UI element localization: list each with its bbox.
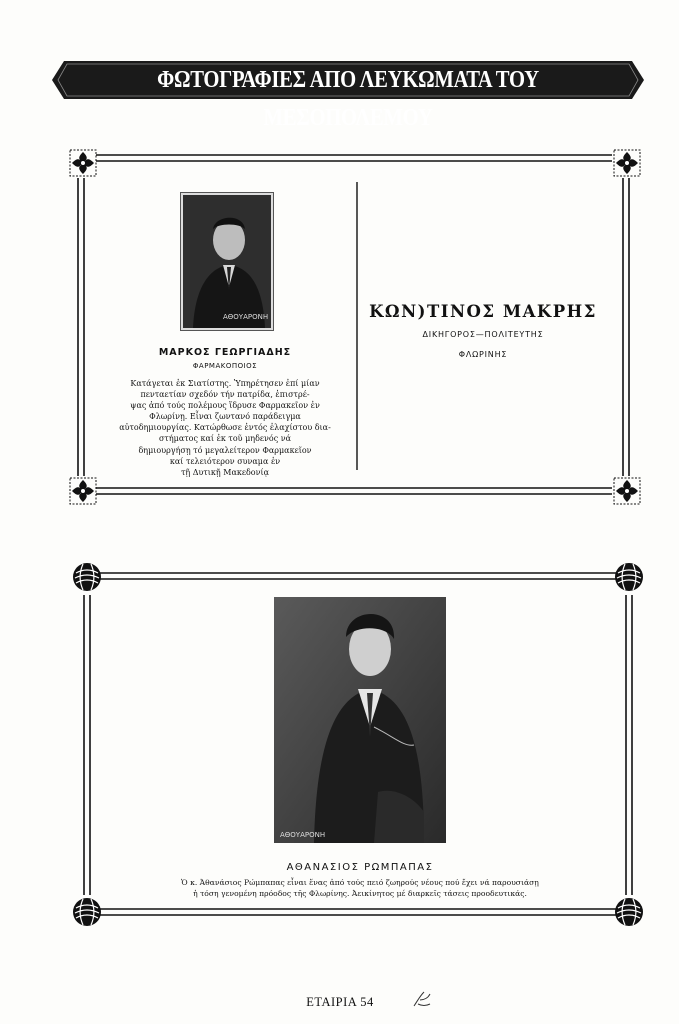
person-name-rompapas: ΑΘΑΝΑΣΙΟΣ ΡΩΜΠΑΠΑΣ <box>286 862 434 873</box>
ornament-ball-icon <box>71 561 103 593</box>
portrait-photo <box>274 597 446 843</box>
photo-stamp: ΑΘΟΥΑΡΟΝΗ <box>280 831 326 839</box>
bio-line: Κατάγεται ἐκ Σιατίστης. Ὑπηρέτησεν ἐπί μίαν <box>130 379 320 388</box>
portrait-figure <box>274 597 446 843</box>
footer-flourish-icon <box>410 988 434 1012</box>
bio-line: Φλωρίνῃ. Εἶναι ζωντανό παράδειγμα <box>149 412 301 422</box>
person-bio-rompapas <box>110 878 610 899</box>
bio-line: ψας ἀπό τούς πολέμους ἵδρυσε Φαρμακεῖον ἐν <box>130 401 320 411</box>
bio-line: αὐτοδημιουργίας. Κατώρθωσε ἐντός ἐλαχίστου δια- <box>119 423 331 433</box>
person-city-makris: ΦΛΩΡΙΝΗΣ <box>458 350 508 359</box>
person-name: ΜΑΡΚΟΣ ΓΕΩΡΓΙΑΔΗΣ <box>158 347 292 358</box>
ornament-ball-icon <box>71 896 103 928</box>
person-profession: ΦΑΡΜΑΚΟΠΟΙΟΣ <box>192 362 258 370</box>
bio-line: δημιουργήσῃ τό μεγαλείτερον Φαρμακεῖον <box>138 445 312 455</box>
bio-line: Ὁ κ. Ἀθανάσιος Ρώμπαπας εἶναι ἕνας ἀπό τούς πειό ζωηρούς νέους πού ἔχει νά παρουσιάσῃ <box>181 878 539 887</box>
bio-line: τῇ Δυτικῇ Μακεδονίᾳ <box>180 467 270 477</box>
person-name-makris: ΚΩΝ)ΤΙΝΟΣ ΜΑΚΡΗΣ <box>369 302 597 321</box>
bio-line: καί τελειότερον συναμα ἐν <box>169 456 281 466</box>
ornament-ball-icon <box>613 561 645 593</box>
photo-stamp: ΑΘΟΥΑΡΟΝΗ <box>223 313 269 321</box>
ornament-ball-icon <box>613 896 645 928</box>
bio-line: ἡ τόση γενομένη πρόοδος τῆς Φλωρίνης. Ἀεικίνητος μέ διαρκεῖς τάσεις προοδευτικάς. <box>193 888 527 898</box>
page-footer: ΕΤΑΙΡΙΑ 54 <box>306 995 374 1009</box>
bio-line: πενταετίαν σχεδόν τήν πατρίδα, ἐπιστρέ- <box>140 390 310 400</box>
page-title: ΦΩΤΟΓΡΑΦΙΕΣ ΑΠΟ ΛΕΥΚΩΜΑΤΑ ΤΟΥ ΜΕΣΟΠΟΛΕΜΟΥ <box>157 67 539 131</box>
person-profession-makris: ΔΙΚΗΓΟΡΟΣ—ΠΟΛΙΤΕΥΤΗΣ <box>422 330 544 339</box>
bio-line: στήματος καί ἐκ τοῦ μηδενός νά <box>158 434 292 444</box>
